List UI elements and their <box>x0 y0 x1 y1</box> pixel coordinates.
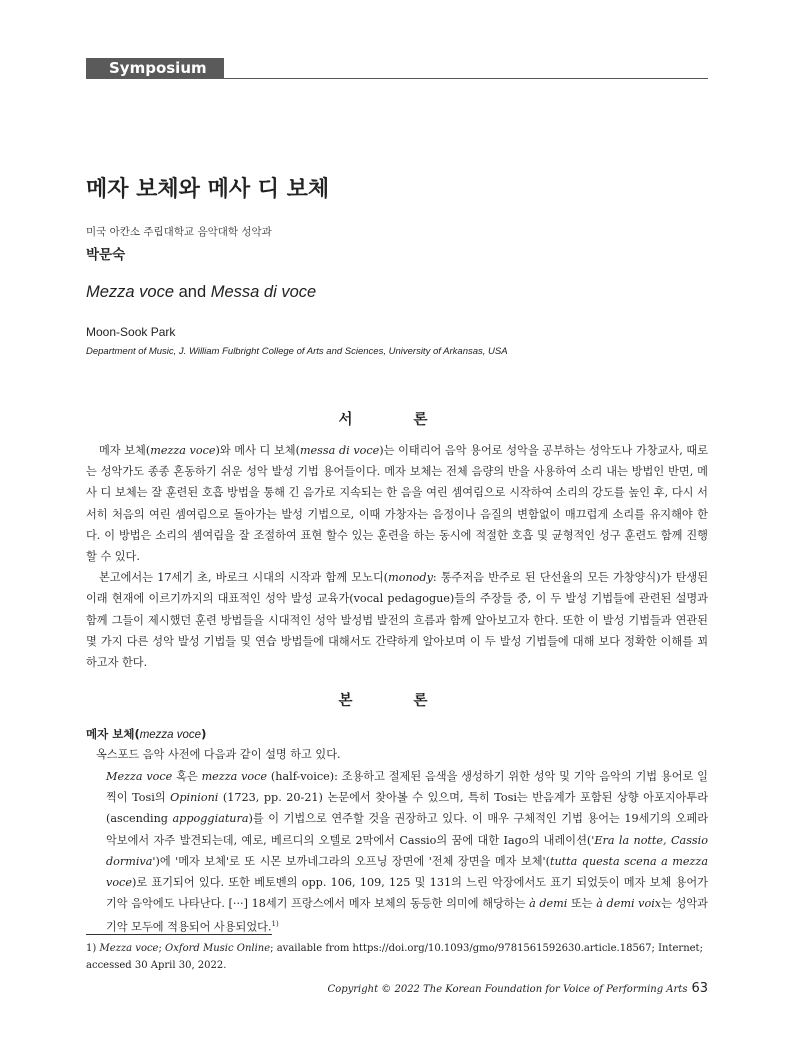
affiliation-en: Department of Music, J. William Fulbright College of Arts and Sciences, University of Arkansas, USA <box>86 346 508 357</box>
footnote-ref[interactable]: 1) <box>271 920 279 929</box>
page-number: 63 <box>691 981 708 996</box>
main-heading: 본 론 <box>338 693 456 709</box>
subsection-heading: 메자 보체(mezza voce) <box>86 727 207 741</box>
affiliation-ko: 미국 아칸소 주립대학교 음악대학 성악과 <box>86 226 272 238</box>
intro-heading: 서 론 <box>338 412 456 428</box>
author-name-en: Moon-Sook Park <box>86 325 176 339</box>
footnote-rule <box>86 934 272 935</box>
header-rule <box>224 78 708 79</box>
title-en-term1: Mezza voce <box>86 283 175 301</box>
footnote-1: 1) Mezza voce; Oxford Music Online; available from https://doi.org/10.1093/gmo/9781561592630.article.18567; Internet; accessed 30 April 30, 2022. <box>86 943 703 971</box>
intro-paragraph-2: 본고에서는 17세기 초, 바로크 시대의 시작과 함께 모노디(monody: 통주저음 반주로 된 단선율의 모든 가창양식)가 탄생된 이래 현재에 이르기까지의 대표적인 성악 발성 교육가(vocal pedagogue)들의 주장들 중, 이 두 발성 기법들에 관련된 설명과 함께 그들이 제시했던 훈련 방법들을 시대적인 성악 발성법 발전의 흐름과 함께 알아보고자 한다. 또한 이 발성 기법들과 연관된 몇 가지 다른 성악 발성 기법들 및 연습 방법들에 대해서도 간략하게 알아보며 이 두 발성 기법들에 대해 보다 정확한 이해를 꾀하고자 한다. <box>86 571 708 670</box>
copyright-text: Copyright © 2022 The Korean Foundation for Voice of Performing Arts <box>327 984 688 995</box>
page-footer <box>328 981 708 996</box>
article-title-ko: 메자 보체와 메사 디 보체 <box>86 177 330 202</box>
title-en-term2: Messa di voce <box>210 283 317 301</box>
author-name-ko: 박문숙 <box>86 247 126 263</box>
article-title-en <box>86 283 316 302</box>
dictionary-intro-line: 옥스포드 음악 사전에 다음과 같이 설명 하고 있다. <box>96 748 341 761</box>
block-quote: Mezza voce 혹은 mezza voce (half-voice): 조용하고 절제된 음색을 생성하기 위한 성악 및 기악 음악의 기법 용어로 일찍이 Tosi의 Opinioni (1723, pp. 20-21) 논문에서 찾아볼 수 있으며, 특히 Tosi는 반음계가 포함된 상향 아포지아투라(ascending appoggiatura)를 이 기법으로 연주할 것을 권장하고 있다. 이 매우 구체적인 기법 용어는 19세기의 오페라 악보에서 자주 발견되는데, 예로, 베르디의 오텔로 2막에서 Cassio의 꿈에 대한 Iago의 내레이션('Era la notte, Cassio dormiva')에 '메자 보체'로 또 시몬 보까네그라의 오프닝 장면에 '전체 장면을 메자 보체'(tutta questa scena a mezza voce)로 표기되어 있다. 또한 베토벤의 opp. 106, 109, 125 및 131의 느린 악장에서도 표기 되었듯이 메자 보체 용어가 기악 음악에도 나타난다. [···] 18세기 프랑스에서 메자 보체의 동등한 의미에 해당하는 à demi 또는 à demi voix는 성악과 기악 모두에 적용되어 사용되었다.$^{1)}$ <box>106 770 708 935</box>
intro-body <box>86 440 708 673</box>
title-en-conjunction: and <box>174 283 211 301</box>
intro-paragraph-1: 메자 보체(mezza voce)와 메사 디 보체(messa di voce)는 이태리어 음악 용어로 성악을 공부하는 성악도나 가창교사, 때로는 성악가도 종종 혼동하기 쉬운 성악 발성 기법 용어들이다. 메자 보체는 전체 음량의 반을 사용하여 소리 내는 방법인 반면, 메사 디 보체는 잘 훈련된 호흡 방법을 통해 긴 음가로 지속되는 한 음을 여린 셈여림으로 시작하여 소리의 강도를 높인 후, 다시 서서히 처음의 여린 셈여림으로 돌아가는 발성 기법으로, 이때 가창자는 음정이나 음질의 변함없이 매끄럽게 소리를 유지해야 한다. 이 방법은 소리의 셈여림을 잘 조절하여 표현 할수 있는 훈련을 하는 동시에 적절한 호흡 및 균형적인 성구 훈련도 함께 진행할 수 있다. <box>86 444 709 564</box>
section-label-tab: Symposium <box>86 58 224 79</box>
